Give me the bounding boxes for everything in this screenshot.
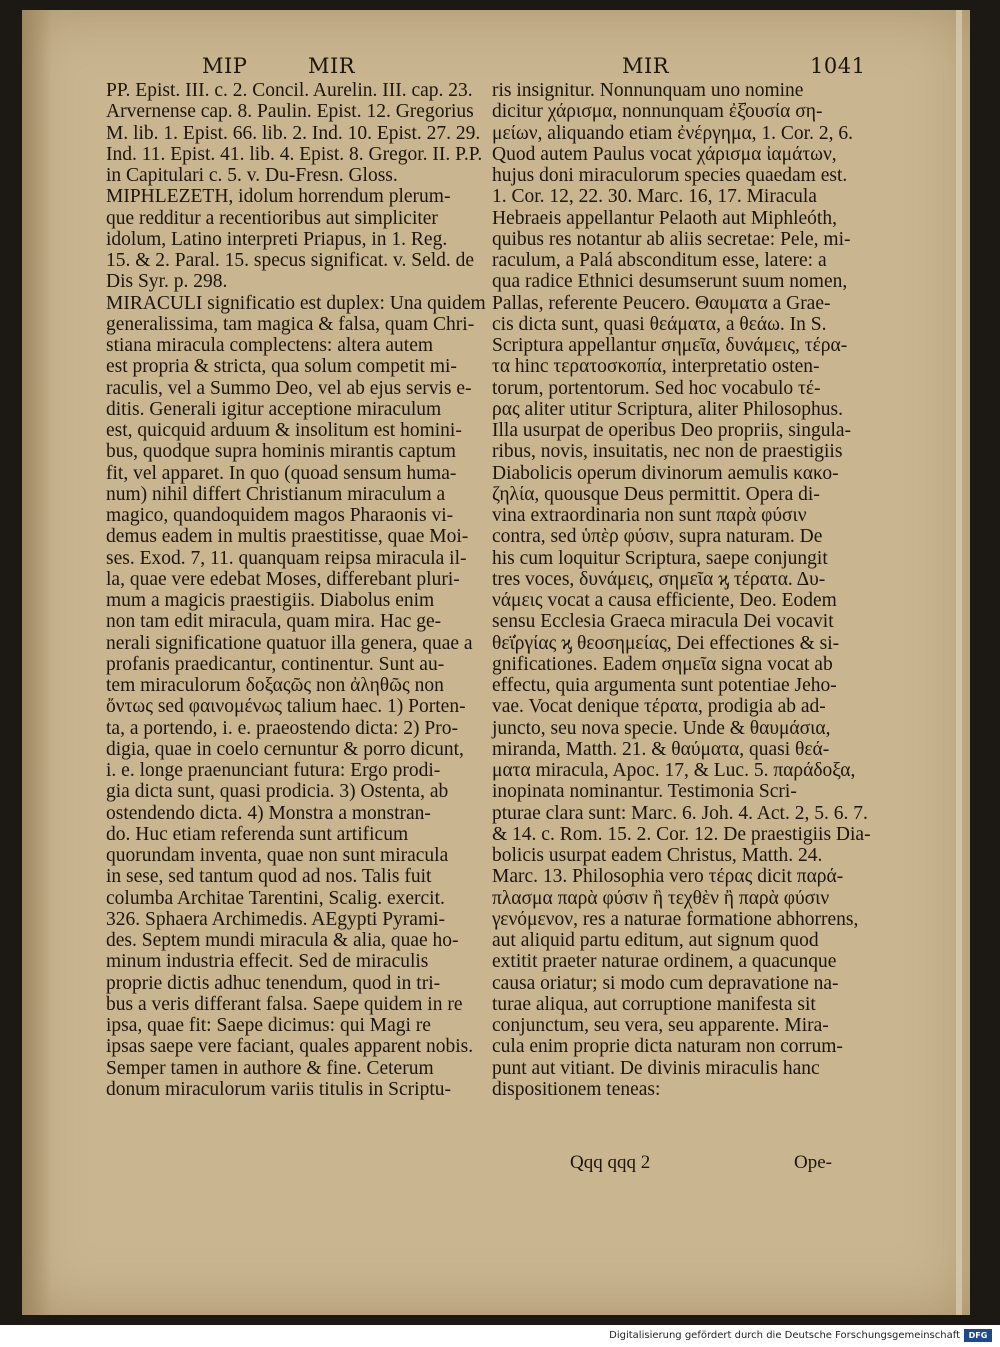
text-line: cula enim proprie dicta naturam non corrum- bbox=[492, 1036, 843, 1058]
text-line: ses. Exod. 7, 11. quanquam reipsa miracula il- bbox=[106, 547, 467, 569]
text-line: inopinata nominantur. Testimonia Scri- bbox=[492, 781, 797, 803]
text-line: magico, quandoquidem magos Pharaonis vi- bbox=[106, 505, 454, 526]
text-line: raculum, a Palá absconditum esse, latere: a bbox=[492, 250, 827, 271]
text-line: nerali significatione quatuor illa genera, quae a bbox=[106, 632, 473, 654]
text-line: des. Septem mundi miracula & alia, quae ho- bbox=[106, 930, 459, 951]
text-line: ris insignitur. Nonnunquam uno nomine bbox=[492, 80, 804, 101]
text-line: bus a veris differant falsa. Saepe quidem in re bbox=[106, 993, 463, 1015]
text-line: ipsas saepe vere faciant, quales apparent nobis. bbox=[106, 1036, 474, 1058]
text-line: est propria & stricta, qua solum competit mi- bbox=[106, 356, 457, 378]
text-line: effectu, quia argumenta sunt potentiae Jeho- bbox=[492, 675, 837, 696]
text-line: miranda, Matth. 21. & θαύματα, quasi θεά- bbox=[492, 738, 830, 760]
text-line: in Capitulari c. 5. v. Du-Fresn. Gloss. bbox=[106, 165, 398, 186]
text-line: τα hinc τερατοσκοπία, interpretatio osten- bbox=[492, 356, 820, 378]
text-line: Marc. 13. Philosophia vero τέρας dicit παρά- bbox=[492, 866, 844, 888]
text-line: Diabolicis operum divinorum aemulis κακο- bbox=[492, 462, 839, 484]
digitization-footer bbox=[0, 1325, 1000, 1347]
text-line: in sese, sed tantum quod ad nos. Talis fuit bbox=[106, 866, 432, 888]
text-line: conjunctum, seu vera, seu apparente. Mira- bbox=[492, 1015, 829, 1036]
text-line: profanis praedicantur, continentur. Sunt au- bbox=[106, 653, 445, 675]
text-line: ματα miracula, Apoc. 17, & Luc. 5. παράδοξα, bbox=[492, 760, 856, 781]
text-line: idolum, Latino interpreti Priapus, in 1. Reg. bbox=[106, 228, 448, 250]
text-line: dicitur χάρισμα, nonnunquam ἐξ̓ουσία ση- bbox=[492, 101, 823, 123]
text-line: mum a magicis praestigiis. Diabolus enim bbox=[106, 590, 435, 611]
text-line: cis dicta sunt, quasi θεάματα, a θεάω. In S. bbox=[492, 313, 827, 335]
text-line: ζηλία, quousque Deus permittit. Opera di- bbox=[492, 483, 820, 505]
text-line: 326. Sphaera Archimedis. AEgypti Pyrami- bbox=[106, 908, 446, 930]
text-line: gnificationes. Eadem σημεῖα signa vocat ab bbox=[492, 653, 833, 675]
text-line: bolicis usurpat eadem Christus, Matth. 24. bbox=[492, 845, 823, 866]
text-line: bus, quodque supra hominis mirantis captum bbox=[106, 441, 456, 463]
text-line: contra, sed ὑπὲρ φύσιν, supra naturam. De bbox=[492, 526, 823, 548]
text-line: torum, portentorum. Sed hoc vocabulo τέ- bbox=[492, 377, 821, 399]
text-line: ta, a portendo, i. e. praeostendo dicta: 2) Pro- bbox=[106, 717, 458, 739]
text-line: num) nihil differt Christianum miraculum a bbox=[106, 483, 446, 505]
text-line: 1. Cor. 12, 22. 30. Marc. 16, 17. Miracula bbox=[492, 186, 817, 208]
text-line: MIPHLEZETH, idolum horrendum plerum- bbox=[106, 186, 451, 208]
text-line: punt aut vitiant. De divinis miraculis hanc bbox=[492, 1057, 820, 1079]
text-line: fit, vel apparet. In quo (quoad sensum huma- bbox=[106, 462, 457, 484]
catchword: Ope- bbox=[794, 1152, 832, 1173]
text-line: ditis. Generali igitur acceptione miraculum bbox=[106, 398, 442, 420]
text-line: est, quicquid arduum & insolitum est homini- bbox=[106, 420, 462, 441]
running-head-left: MIP bbox=[202, 54, 248, 78]
text-line: Pallas, referente Peucero. Θαυματα a Grae- bbox=[492, 292, 831, 314]
text-line: extitit praeter naturae ordinem, a quacunque bbox=[492, 951, 837, 973]
text-line: ὄντως sed φαινομένως talium haec. 1) Porten- bbox=[106, 696, 466, 718]
right-column bbox=[492, 80, 892, 1100]
text-line: quibus res notantur ab aliis secretae: Pele, mi- bbox=[492, 228, 851, 250]
text-line: ipsa, quae fit: Saepe dicimus: qui Magi re bbox=[106, 1015, 431, 1036]
text-line: i. e. longe praenunciant futura: Ergo prodi- bbox=[106, 760, 441, 781]
text-line: Ind. 11. Epist. 41. lib. 4. Epist. 8. Gregor. II. P.P. bbox=[106, 143, 483, 165]
text-line: causa oriatur; si modo cum depravatione na- bbox=[492, 972, 839, 994]
text-line: sensu Ecclesia Graeca miracula Dei vocavit bbox=[492, 611, 834, 633]
text-line: aut aliquid partu editum, aut signum quod bbox=[492, 930, 819, 951]
text-line: ρας aliter utitur Scriptura, aliter Philosophus. bbox=[492, 398, 843, 420]
text-line: turae aliqua, aut corruptione manifesta sit bbox=[492, 993, 816, 1015]
text-line: quorundam inventa, quae non sunt miracula bbox=[106, 845, 449, 866]
text-line: Semper tamen in authore & fine. Ceterum bbox=[106, 1057, 434, 1079]
text-line: juncto, seu nova specie. Unde & θαυμάσια, bbox=[492, 717, 831, 739]
text-line: generalissima, tam magica & falsa, quam Chri- bbox=[106, 313, 475, 335]
text-line: Quod autem Paulus vocat χάρισμα ἰαμάτων, bbox=[492, 143, 837, 165]
text-line: proprie dictis adhuc tenendum, quod in tri- bbox=[106, 972, 441, 994]
text-line: dispositionem teneas: bbox=[492, 1078, 661, 1100]
text-line: ribus, novis, insuitatis, nec non de praestigiis bbox=[492, 441, 843, 463]
text-line: digia, quae in coelo cernuntur & porro dicunt, bbox=[106, 738, 464, 760]
text-line: πλασμα παρὰ φύσιν ἢ τεχθὲν ἢ παρὰ φύσιν bbox=[492, 887, 830, 909]
page-number: 1041 bbox=[810, 54, 866, 78]
text-line: Dis Syr. p. 298. bbox=[106, 271, 228, 293]
text-line: M. lib. 1. Epist. 66. lib. 2. Ind. 10. Epist. 27. 29. bbox=[106, 122, 481, 144]
signature-mark: Qqq qqq 2 bbox=[570, 1152, 651, 1173]
text-line: μείων, aliquando etiam ἐνέργημα, 1. Cor. 2, 6. bbox=[492, 122, 853, 144]
text-line: raculis, vel a Summo Deo, vel ab ejus servis e- bbox=[106, 377, 472, 399]
text-line: Arvernense cap. 8. Paulin. Epist. 12. Gregorius bbox=[106, 101, 474, 123]
text-line: stiana miracula complectens: altera autem bbox=[106, 335, 434, 356]
text-line: non tam edit miracula, quam mira. Hac ge- bbox=[106, 611, 442, 633]
text-line: columba Architae Tarentini, Scalig. exercit. bbox=[106, 887, 445, 909]
text-line: que redditur a recentioribus aut simpliciter bbox=[106, 207, 438, 229]
text-line: hujus doni miraculorum species quaedam est. bbox=[492, 165, 848, 186]
dfg-logo-icon: DFG bbox=[964, 1329, 992, 1342]
text-line: donum miraculorum variis titulis in Scriptu- bbox=[106, 1078, 452, 1100]
text-line: θεϊ̓ργίας ϗ θεοσημείας, Dei effectiones & si- bbox=[492, 632, 840, 654]
text-line: νάμεις vocat a causa efficiente, Deo. Eodem bbox=[492, 590, 837, 611]
digitization-notice: Digitalisierung gefördert durch die Deutsche Forschungsgemeinschaft bbox=[609, 1330, 960, 1341]
running-head-center: MIR bbox=[308, 54, 356, 78]
text-line: la, quae vere edebat Moses, differebant pluri- bbox=[106, 568, 460, 590]
text-line: Scriptura appellantur σημεῖα, δυνάμεις, τέρα- bbox=[492, 335, 848, 356]
text-line: gia dicta sunt, quasi prodicia. 3) Ostenta, ab bbox=[106, 781, 449, 803]
book-page bbox=[22, 10, 970, 1315]
text-line: ostendendo dicta. 4) Monstra a monstran- bbox=[106, 802, 431, 824]
text-line: tem miraculorum δοξαςῶς non ἀληθῶς non bbox=[106, 675, 444, 696]
text-line: vina extraordinaria non sunt παρὰ φύσιν bbox=[492, 505, 807, 526]
text-line: tres voces, δυνάμεις, σημεῖα ϗ τέρατα. Δυ- bbox=[492, 568, 826, 590]
left-column bbox=[106, 80, 484, 1100]
text-line: PP. Epist. III. c. 2. Concil. Aurelin. III. cap. 23. bbox=[106, 80, 473, 101]
text-line: do. Huc etiam referenda sunt artificum bbox=[106, 823, 409, 845]
running-head-right: MIR bbox=[622, 54, 670, 78]
text-line: Hebraeis appellantur Pelaoth aut Miphleóth, bbox=[492, 207, 837, 229]
text-line: pturae clara sunt: Marc. 6. Joh. 4. Act. 2, 5. 6. 7. bbox=[492, 802, 868, 824]
text-line: γενόμενον, res a naturae formatione abhorrens, bbox=[492, 908, 859, 930]
text-line: qua radice Ethnici desumserunt suum nomen, bbox=[492, 271, 848, 293]
text-line: MIRACULI significatio est duplex: Una quidem bbox=[106, 292, 486, 314]
text-line: Illa usurpat de operibus Deo propriis, singula- bbox=[492, 420, 852, 441]
text-line: demus eadem in multis praestitisse, quae Moi- bbox=[106, 526, 469, 548]
text-line: 15. & 2. Paral. 15. specus significat. v. Seld. de bbox=[106, 250, 475, 271]
text-line: his cum loquitur Scriptura, saepe conjungit bbox=[492, 547, 828, 569]
page-edge bbox=[956, 10, 962, 1315]
text-line: minum industria effecit. Sed de miraculis bbox=[106, 951, 429, 973]
text-line: vae. Vocat denique τέρατα, prodigia ab ad- bbox=[492, 696, 826, 718]
text-line: & 14. c. Rom. 15. 2. Cor. 12. De praestigiis Dia- bbox=[492, 823, 871, 845]
